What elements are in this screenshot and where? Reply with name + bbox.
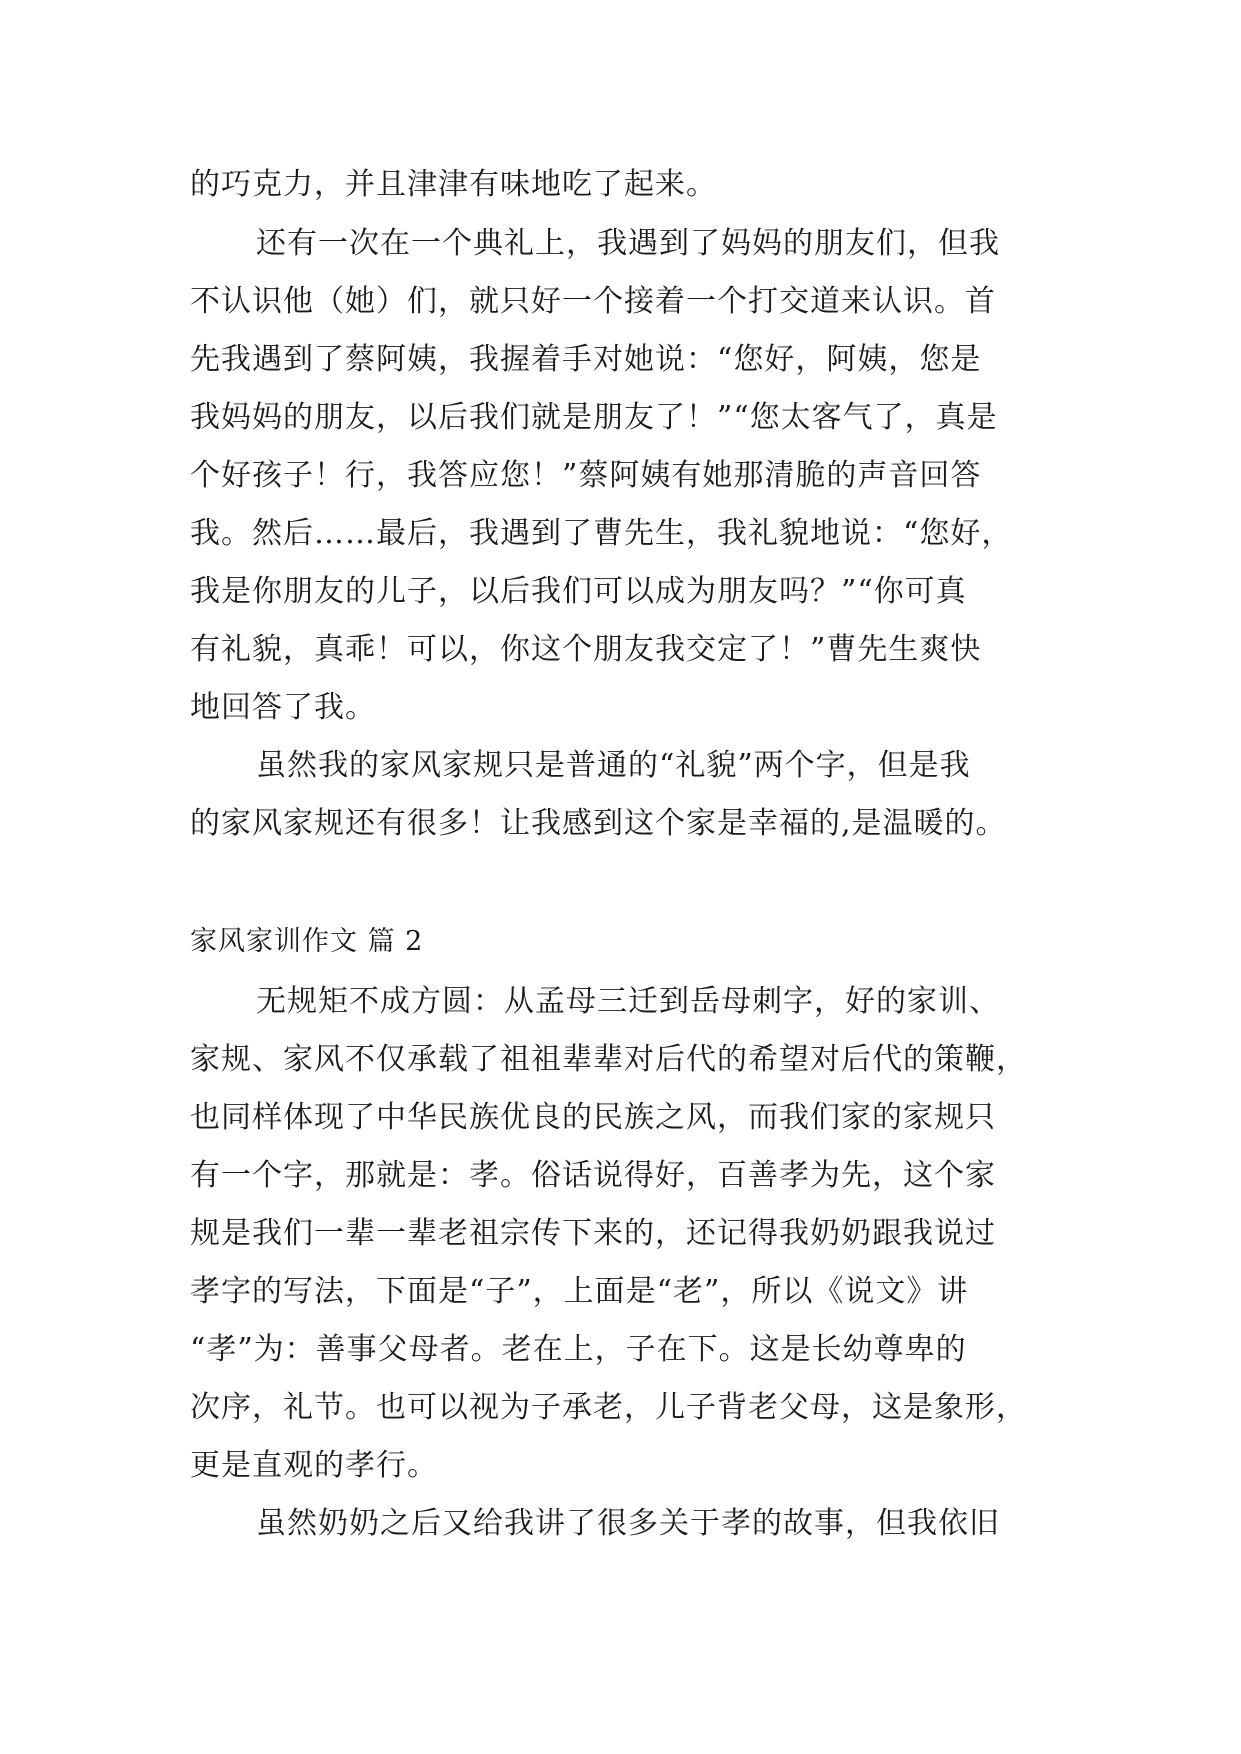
essay2-line-3: 也同样体现了中华民族优良的民族之风，而我们家的家规只	[190, 1100, 996, 1135]
essay2-line-5: 规是我们一辈一辈老祖宗传下来的，还记得我奶奶跟我说过	[190, 1216, 996, 1251]
essay2-line-1: 无规矩不成方圆：从孟母三迁到岳母刺字，好的家训、	[256, 984, 1000, 1019]
essay2-line-4: 有一个字，那就是：孝。俗话说得好，百善孝为先，这个家	[190, 1158, 996, 1193]
essay1-line-9: 有礼貌，真乖！可以，你这个朋友我交定了！”曹先生爽快	[190, 632, 982, 667]
essay2-line-9: 更是直观的孝行。	[190, 1448, 438, 1483]
essay1-line-1: 的巧克力，并且津津有味地吃了起来。	[190, 167, 717, 202]
essay2-line-10: 虽然奶奶之后又给我讲了很多关于孝的故事，但我依旧	[256, 1506, 1000, 1541]
essay1-line-7: 我。然后……最后，我遇到了曹先生，我礼貌地说：“您好，	[190, 516, 1013, 551]
essay1-line-12: 的家风家规还有很多！让我感到这个家是幸福的,是温暖的。	[190, 806, 1007, 841]
essay2-line-6: 孝字的写法，下面是“子”，上面是“老”，所以《说文》讲	[190, 1274, 969, 1309]
essay1-line-5: 我妈妈的朋友，以后我们就是朋友了！”“您太客气了，真是	[190, 400, 998, 435]
essay1-line-11: 虽然我的家风家规只是普通的“礼貌”两个字，但是我	[256, 748, 971, 783]
essay2-line-7: “孝”为：善事父母者。老在上，子在下。这是长幼尊卑的	[190, 1332, 967, 1367]
essay1-line-4: 先我遇到了蔡阿姨，我握着手对她说：“您好，阿姨，您是	[190, 342, 982, 377]
essay2-line-8: 次序，礼节。也可以视为子承老，儿子背老父母，这是象形，	[190, 1390, 1027, 1425]
essay2-heading: 家风家训作文 篇 2	[190, 926, 424, 957]
essay1-line-2: 还有一次在一个典礼上，我遇到了妈妈的朋友们，但我	[256, 226, 1000, 261]
essay1-line-8: 我是你朋友的儿子，以后我们可以成为朋友吗？”“你可真	[190, 574, 967, 609]
essay1-line-10: 地回答了我。	[190, 690, 376, 725]
essay1-line-3: 不认识他（她）们，就只好一个接着一个打交道来认识。首	[190, 284, 996, 319]
essay1-line-6: 个好孩子！行，我答应您！”蔡阿姨有她那清脆的声音回答	[190, 458, 982, 493]
essay2-line-2: 家规、家风不仅承载了祖祖辈辈对后代的希望对后代的策鞭，	[190, 1042, 1027, 1077]
